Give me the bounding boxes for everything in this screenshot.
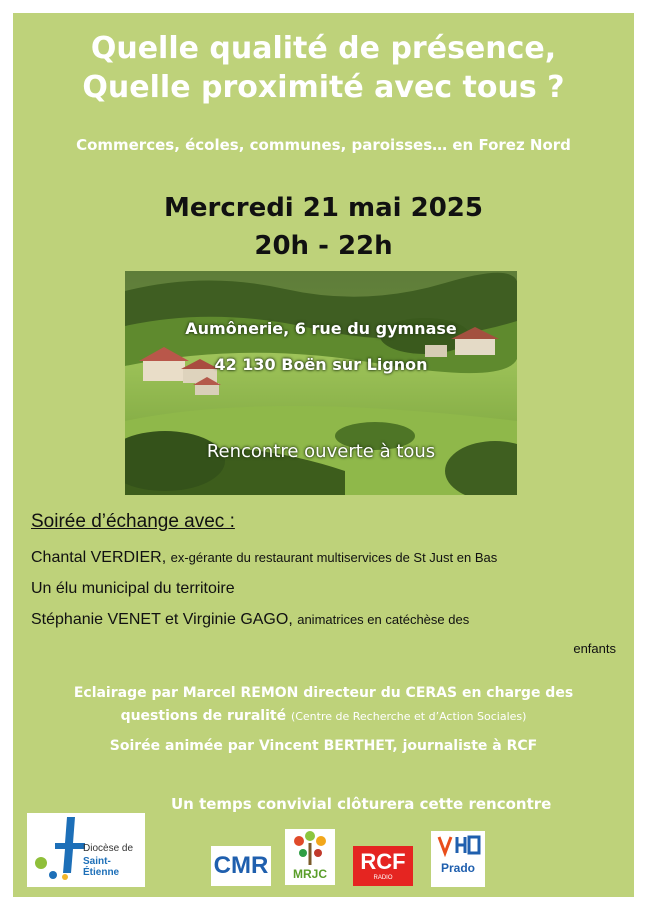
- title-line-1: Quelle qualité de présence,: [90, 31, 557, 66]
- guest-1-role: ex-gérante du restaurant multiservices de St Just en Bas: [170, 550, 498, 565]
- diocese-line-1: Diocèse de: [83, 843, 134, 854]
- title-line-2: Quelle proximité avec tous ?: [82, 70, 565, 105]
- mrjc-tree-icon: [285, 829, 335, 869]
- mrjc-text: MRJC: [292, 867, 327, 881]
- event-time: 20h - 22h: [254, 231, 393, 261]
- countryside-photo: [125, 271, 517, 495]
- diocese-line-2: Saint-Étienne: [83, 856, 120, 878]
- guests-heading: Soirée d’échange avec :: [31, 511, 235, 532]
- guest-2: [31, 580, 235, 598]
- guest-3-role: animatrices en catéchèse des: [297, 612, 470, 627]
- guest-3-name: Stéphanie VENET et Virginie GAGO,: [31, 611, 293, 628]
- cmr-logo: [211, 846, 271, 886]
- prado-symbol-icon: [431, 833, 485, 859]
- rcf-logo: [353, 846, 413, 886]
- prado-text: Prado: [440, 861, 475, 875]
- address-line-1: Aumônerie, 6 rue du gymnase: [185, 319, 457, 338]
- eclairage-topic: questions de ruralité: [120, 708, 287, 724]
- open-to-all: Rencontre ouverte à tous: [206, 441, 436, 462]
- eclairage-line-2: [13, 708, 634, 724]
- eclairage-line-1: Eclairage par Marcel REMON directeur du CERAS en charge des: [73, 685, 574, 701]
- closing-line: Un temps convivial clôturera cette rencontre: [171, 795, 552, 813]
- guest-2-name: Un élu municipal du territoire: [31, 580, 235, 597]
- guest-3-role-continued: enfants: [573, 641, 616, 656]
- subtitle: Commerces, écoles, communes, paroisses… en Forez Nord: [76, 136, 571, 154]
- guest-1-name: Chantal VERDIER,: [31, 549, 167, 566]
- rcf-text: RCF: [360, 849, 406, 874]
- guest-1: [31, 549, 497, 567]
- animation-line: Soirée animée par Vincent BERTHET, journaliste à RCF: [109, 738, 538, 754]
- event-date: Mercredi 21 mai 2025: [164, 193, 483, 223]
- mrjc-logo: [285, 829, 335, 885]
- poster: [13, 13, 634, 897]
- rcf-subtext: RADIO: [373, 875, 393, 881]
- cmr-text: CMR: [213, 852, 269, 879]
- prado-logo: [431, 831, 485, 887]
- address-line-2: 42 130 Boën sur Lignon: [214, 355, 428, 374]
- guest-3: [31, 611, 469, 629]
- eclairage-note: (Centre de Recherche et d’Action Sociales): [290, 710, 527, 723]
- diocese-logo: [27, 813, 145, 887]
